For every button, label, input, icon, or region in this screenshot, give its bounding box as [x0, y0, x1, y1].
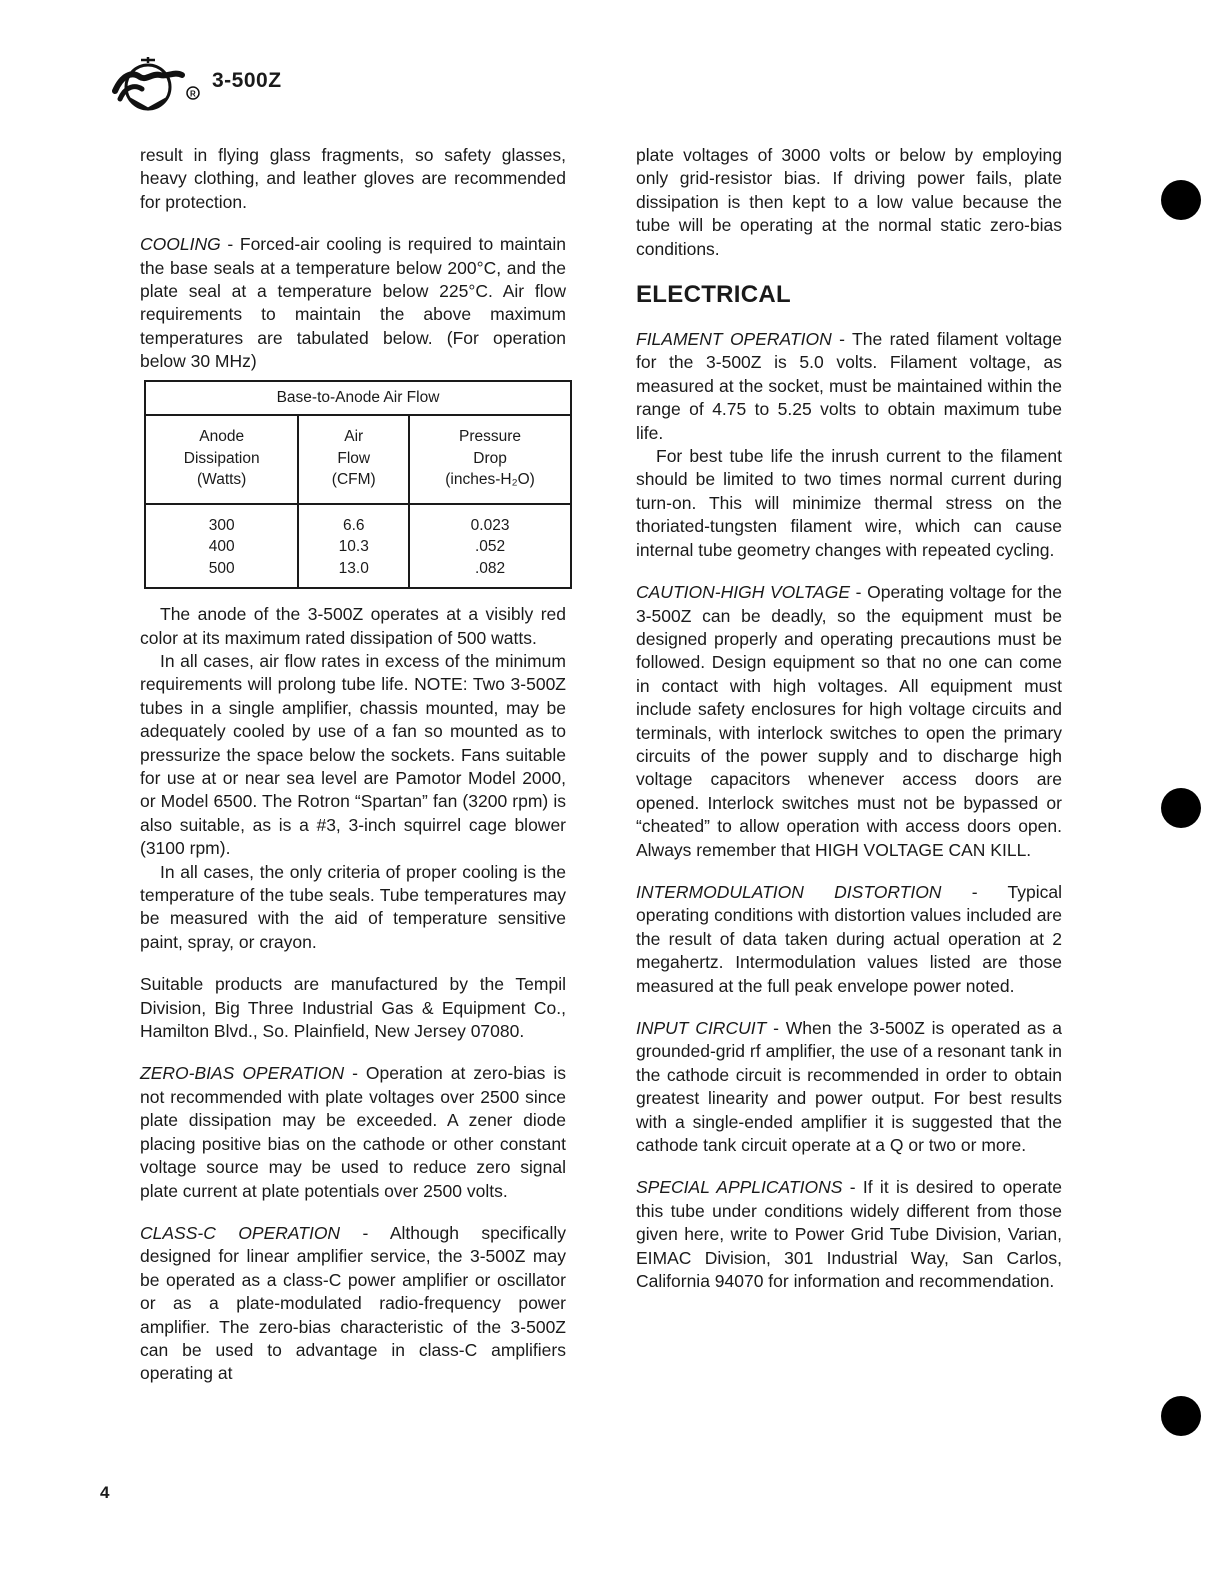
header-pressure-drop: Pressure Drop (inches-H₂O) — [409, 415, 571, 504]
pressure-values — [409, 504, 571, 589]
glass-safety-paragraph: result in flying glass fragments, so safety glasses, heavy clothing, and leather gloves are recommended for protection. — [140, 145, 566, 212]
plate-voltage-paragraph: plate voltages of 3000 volts or below by employing only grid-resistor bias. If driving power fails, plate dissipation is then kept to a low value because the tube will be operating at the normal static zero-bias conditions. — [636, 145, 1062, 259]
intermodulation-title: INTERMODULATION DISTORTION — [636, 881, 942, 902]
svg-text:R: R — [190, 89, 196, 99]
caution-title: CAUTION-HIGH VOLTAGE — [636, 582, 851, 603]
right-column — [636, 144, 1062, 1293]
table-cell: 10.3 — [338, 538, 369, 556]
left-column — [140, 144, 566, 1386]
special-applications-paragraph: SPECIAL APPLICATIONS - If it is desired to operate this tube under conditions widely different from those given here, write to Power Grid Tube Division, Varian, EIMAC Division, 301 Industrial Way, San Carlos, California 94070 for information and recommendation. — [636, 1177, 1062, 1292]
filament-title: FILAMENT OPERATION — [636, 329, 832, 350]
class-c-paragraph: CLASS-C OPERATION - Although specifically designed for linear amplifier service, the 3-500Z may be operated as a class-C power amplifier or oscillator or as a plate-modulated radio-frequency power amplifier. The zero-bias characteristic of the 3-500Z can be used to advantage in class-C amplifiers operating at — [140, 1222, 566, 1384]
zero-bias-paragraph: ZERO-BIAS OPERATION - Operation at zero-bias is not recommended with plate voltages over 2500 since plate dissipation may be exceeded. A zener diode placing positive bias on the cathode or other constant voltage source may be used to reduce zero signal plate current at plate potentials over 2500 volts. — [140, 1063, 566, 1201]
air-flow-note-paragraph: In all cases, air flow rates in excess of the minimum requirements will prolong tube life. NOTE: Two 3-500Z tubes in a single amplifier, chassis mounted, may be adequately cooled by use of a fan so mounted as to pressurize the space below the sockets. Fans suitable for use at or near sea level are Pamotor Model 2000, or Model 6500. The Rotron “Spartan” fan (3200 rpm) is also suitable, as is a #3, 3-inch squirrel cage blower (3100 rpm). — [140, 650, 566, 859]
header-air-flow: Air Flow (CFM) — [298, 415, 409, 504]
table-cell: .082 — [474, 559, 506, 577]
table-cell: 13.0 — [338, 559, 369, 577]
intermodulation-paragraph: INTERMODULATION DISTORTION - Typical operating conditions with distortion values included are the result of data taken during actual operation at 2 megahertz. Intermodulation values listed are those measured at the full peak envelope power noted. — [636, 881, 1062, 996]
air-flow-table — [144, 380, 572, 590]
cooling-title: COOLING — [140, 234, 221, 255]
tempil-products-paragraph: Suitable products are manufactured by the Tempil Division, Big Three Industrial Gas & Equipment Co., Hamilton Blvd., So. Plainfield, New Jersey 07080. — [140, 974, 566, 1042]
electrical-heading: ELECTRICAL — [636, 281, 791, 309]
page-number: 4 — [100, 1483, 110, 1502]
zero-bias-title: ZERO-BIAS OPERATION — [140, 1063, 345, 1084]
table-cell: 6.6 — [342, 516, 365, 534]
punch-hole-icon — [1161, 788, 1201, 828]
cooling-paragraph — [140, 233, 566, 373]
input-circuit-paragraph: INPUT CIRCUIT - When the 3-500Z is operated as a grounded-grid rf amplifier, the use of a resonant tank in the cathode circuit is recommended in order to obtain greatest linearity and power output. For best results with a single-ended amplifier it is suggested that the cathode tank circuit operate at a Q or two or more. — [636, 1018, 1063, 1156]
cooling-criteria-paragraph: In all cases, the only criteria of proper cooling is the temperature of the tube seals. Tube temperatures may be measured with the aid of temperature sensitive paint, spray, or crayon. — [140, 861, 566, 952]
anode-color-paragraph: The anode of the 3-500Z operates at a visibly red color at its maximum rated dissipation of 500 watts. — [140, 604, 566, 648]
punch-hole-icon — [1161, 1396, 1201, 1436]
table-cell: 0.023 — [470, 516, 510, 534]
watts-values — [145, 504, 298, 589]
table-cell: 400 — [208, 538, 235, 556]
header-anode-dissipation: Anode Dissipation (Watts) — [145, 415, 298, 504]
special-applications-title: SPECIAL APPLICATIONS — [636, 1177, 843, 1198]
table-cell: 300 — [208, 516, 235, 534]
caution-paragraph: CAUTION-HIGH VOLTAGE - Operating voltage for the 3-500Z can be deadly, so the equipment must be designed properly and operating precautions must be followed. Design equipment so that no one can come in contact with high voltages. All equipment must include safety enclosures for high voltage circuits and terminals, with interlock switches to open the primary circuits of the power supply and to discharge high voltage capacitors whenever access doors are opened. Interlock switches must not be bypassed or “cheated” to allow operation with access doors open. Always remember that HIGH VOLTAGE CAN KILL. — [636, 582, 1063, 860]
filament-paragraph: FILAMENT OPERATION - The rated filament voltage for the 3-500Z is 5.0 volts. Filament voltage, as measured at the socket, must be maintained within the range of 4.75 to 5.25 volts to obtain maximum tube life. — [636, 329, 1062, 443]
input-circuit-title: INPUT CIRCUIT — [636, 1018, 767, 1038]
table-cell: 500 — [208, 559, 235, 577]
table-cell: .052 — [474, 538, 506, 556]
punch-hole-icon — [1161, 180, 1201, 220]
air-flow-table-title: Base-to-Anode Air Flow — [145, 381, 571, 416]
class-c-title: CLASS-C OPERATION — [140, 1222, 341, 1243]
cooling-text: - Forced-air cooling is required to maintain the base seals at a temperature below 200°C, and the plate seal at a temperature below 225°C. Air flow requirements to maintain the above maximum temperatures are tabulated below. (For operation below 30 MHz) — [140, 234, 566, 372]
inrush-paragraph: For best tube life the inrush current to the filament should be limited to two times normal current during turn-on. This will minimize thermal stress on the thoriated-tungsten filament wire, which can cause internal tube geometry changes with repeated cycling. — [636, 446, 1062, 560]
cfm-values — [298, 504, 409, 589]
model-number: 3-500Z — [212, 69, 282, 92]
eimac-logo-icon — [112, 55, 204, 115]
